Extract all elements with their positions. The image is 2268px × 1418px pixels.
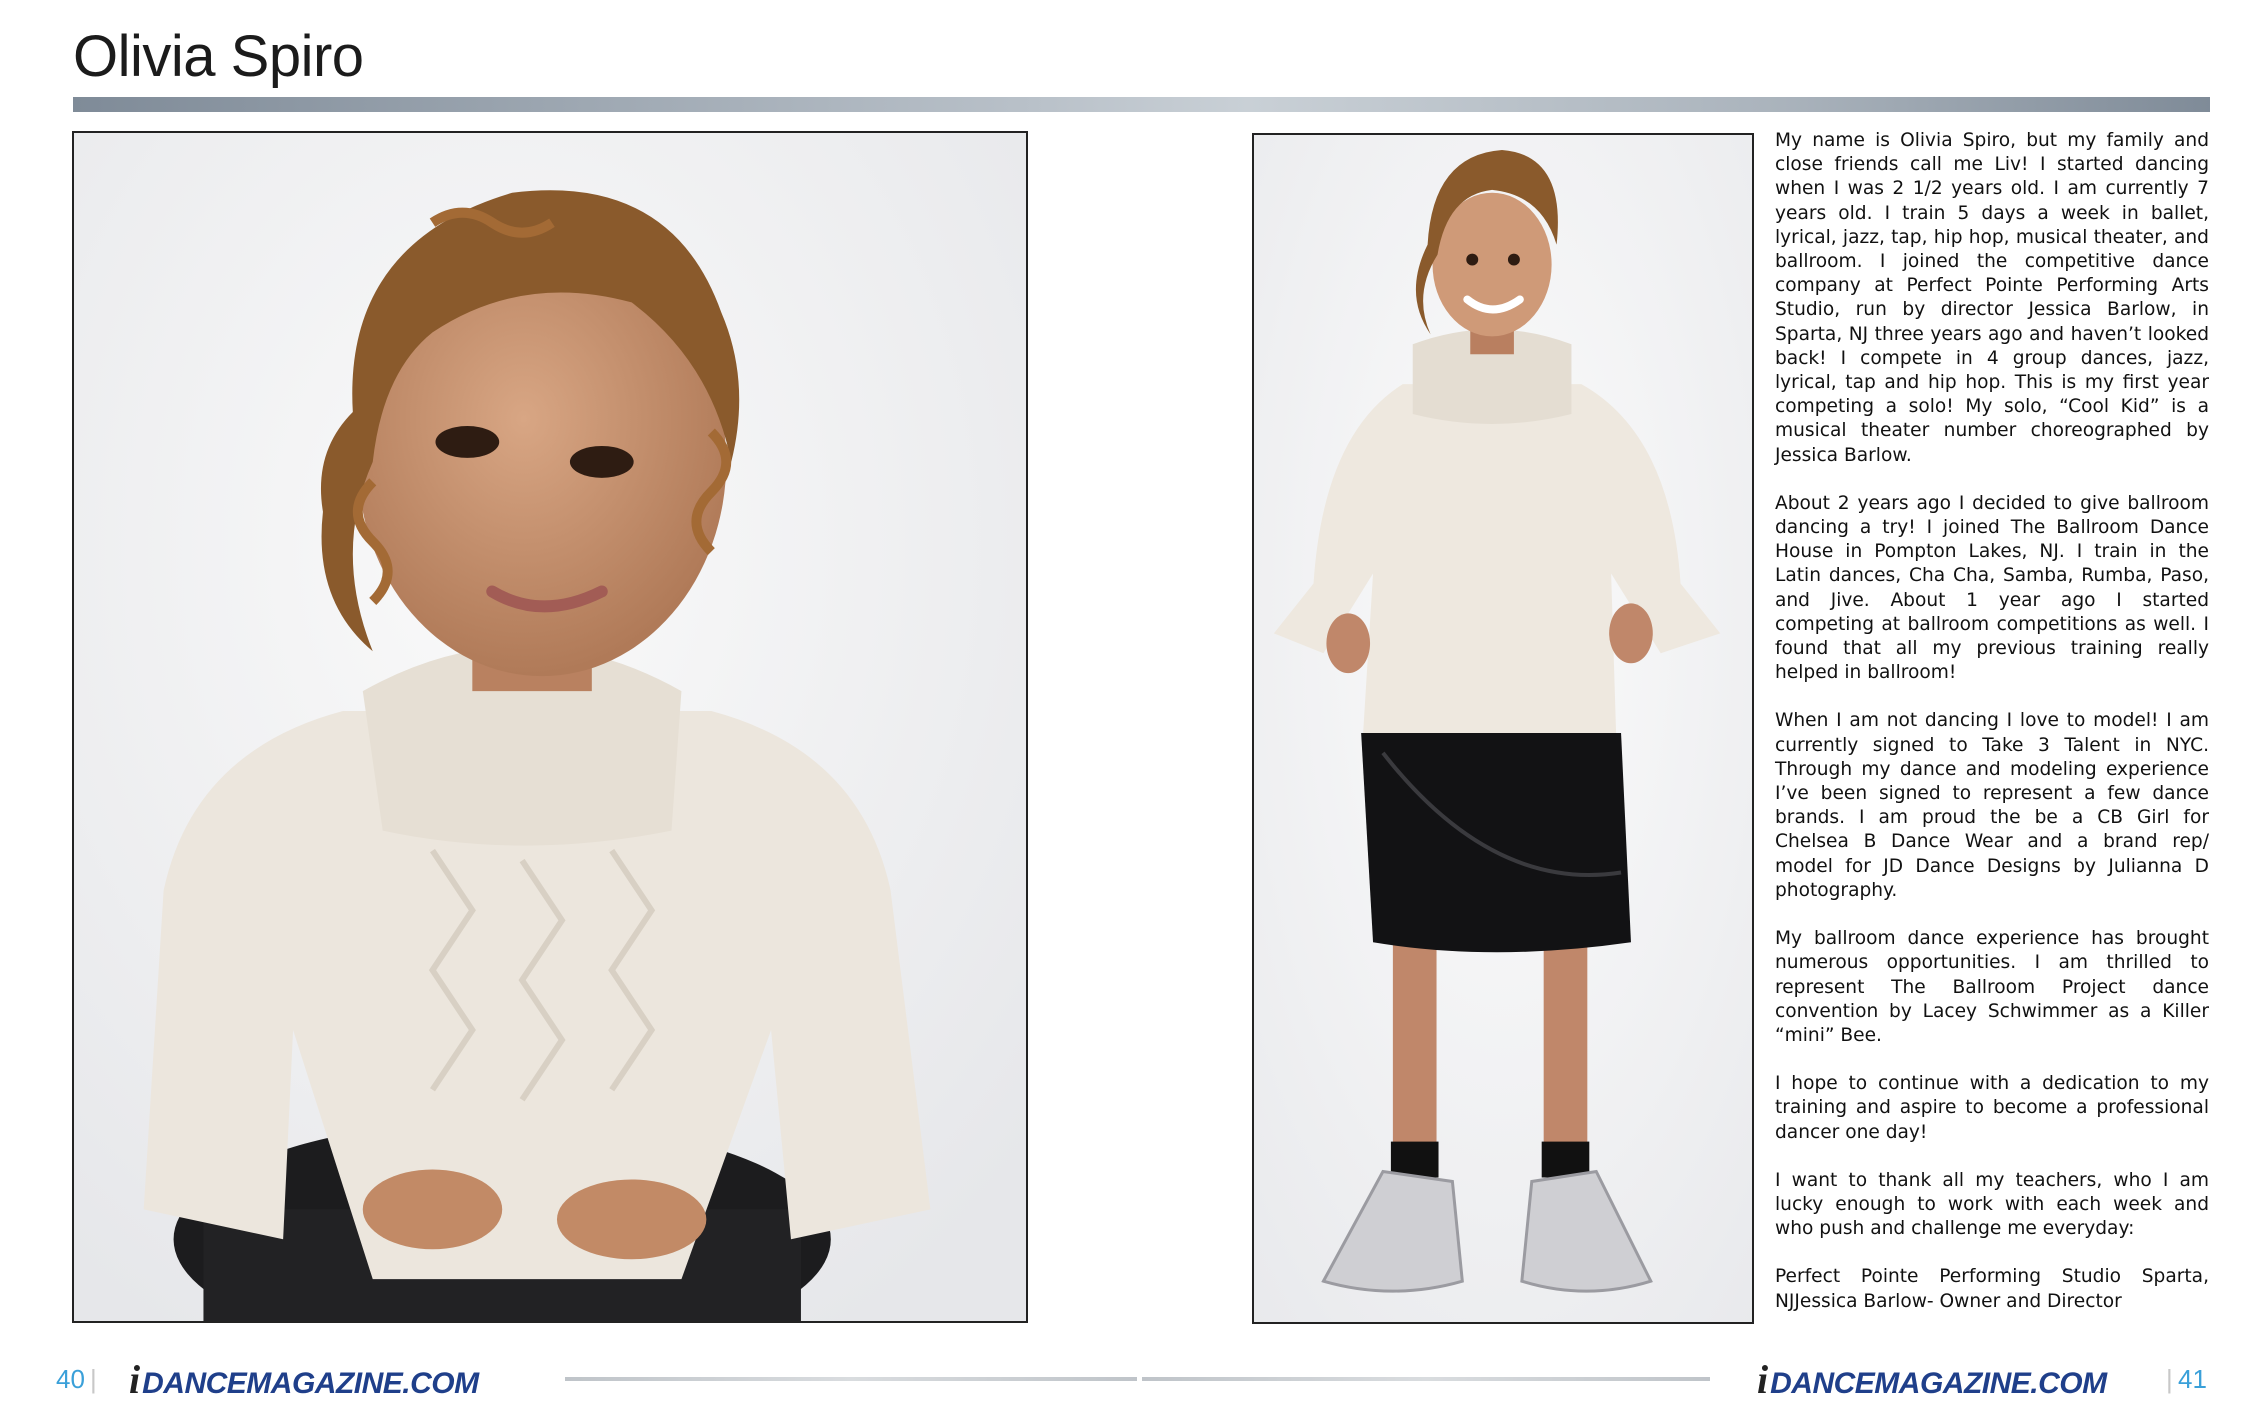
- portrait-photo: [72, 131, 1028, 1323]
- title-rule: [73, 97, 2210, 112]
- bio-paragraph-4: My ballroom dance experience has brought numerous opportunities. I am thrilled to represent The Ballroom Project dance convention by Lacey Schwimmer as a Killer “mini” Bee.: [1775, 928, 2209, 1046]
- logo-dance: DANCE: [1770, 1367, 1875, 1400]
- bio-article: [1775, 129, 2209, 1338]
- full-body-photo: [1252, 133, 1754, 1324]
- bio-paragraph-1: My name is Olivia Spiro, but my family and close friends call me Liv! I started dancing when I was 2 1/2 years old. I am currently 7 years old. I train 5 days a week in ballet, lyrical, jazz, tap, hip hop, musical theater, and ballroom. I joined the competitive dance company at Perfect Pointe Performing Arts Studio, run by director Jessica Barlow, in Sparta, NJ three years ago and haven’t looked back! I compete in 4 group dances, jazz, lyrical, tap and hip hop. This is my first year competing a solo! My solo, “Cool Kid” is a musical theater number choreographed by Jessica Barlow.: [1775, 130, 2209, 466]
- logo-magazine: MAGAZINE.COM: [1874, 1367, 2107, 1400]
- logo-dance: DANCE: [142, 1367, 247, 1400]
- logo-magazine: MAGAZINE.COM: [246, 1367, 479, 1400]
- bio-paragraph-6: I want to thank all my teachers, who I am lucky enough to work with each week and who push and challenge me everyday:: [1775, 1169, 2209, 1240]
- magazine-logo-right[interactable]: [1757, 1357, 2107, 1402]
- page-divider-left: |: [90, 1364, 97, 1394]
- bio-paragraph-3: When I am not dancing I love to model! I am currently signed to Take 3 Talent in NYC. Through my dance and modeling experience I’ve been signed to represent a few dance brands. I am proud the be a CB Girl for Chelsea B Dance Wear and a brand rep/ model for JD Dance Designs by Julianna D photography.: [1775, 710, 2209, 901]
- page-divider-right: |: [2166, 1364, 2173, 1394]
- bio-paragraph-2: About 2 years ago I decided to give ballroom dancing a try! I joined The Ballroom Dance House in Pompton Lakes, NJ. I train in the Latin dances, Cha Cha, Samba, Rumba, Paso, and Jive. About 1 year ago I started competing at ballroom competitions as well. I found that all my previous training really helped in ballroom!: [1775, 492, 2209, 684]
- magazine-logo-left[interactable]: [129, 1357, 479, 1402]
- footer-rule-left: [565, 1377, 1137, 1381]
- full-body-illustration: [1254, 135, 1752, 1322]
- logo-i: i: [1757, 1357, 1769, 1402]
- portrait-illustration: [74, 133, 1026, 1321]
- footer-rule-right: [1142, 1377, 1710, 1381]
- bio-paragraph-5: I hope to continue with a dedication to my training and aspire to become a professional dancer one day!: [1775, 1073, 2209, 1143]
- page-number-left: 40: [56, 1364, 85, 1394]
- page-title: Olivia Spiro: [73, 24, 364, 89]
- bio-paragraph-7: Perfect Pointe Performing Studio Sparta, NJJessica Barlow- Owner and Director: [1775, 1266, 2209, 1312]
- page-number-right: 41: [2178, 1364, 2207, 1394]
- logo-i: i: [129, 1357, 141, 1402]
